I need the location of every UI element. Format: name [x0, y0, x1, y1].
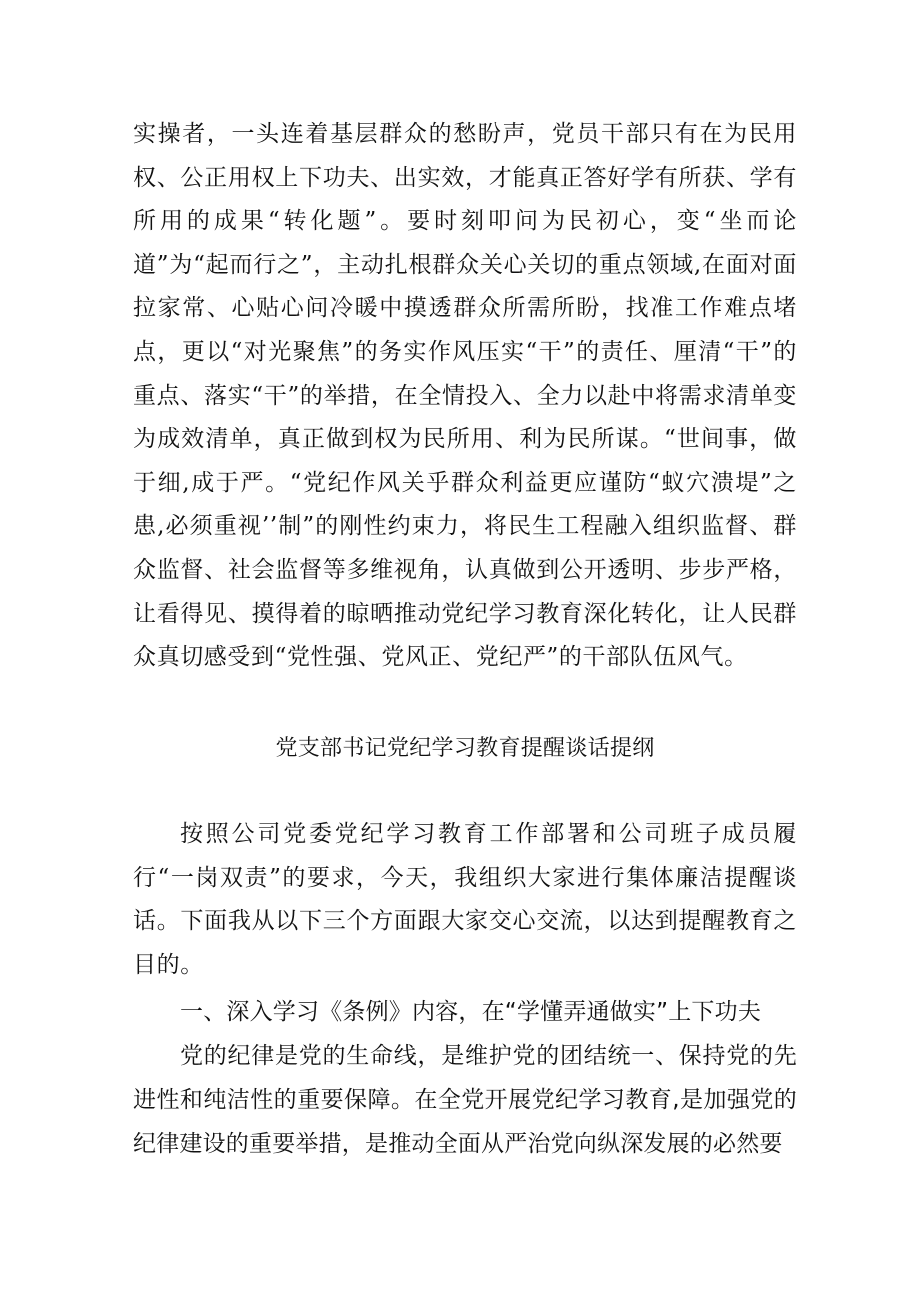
document-title: 党支部书记党纪学习教育提醒谈话提纲 [275, 736, 655, 761]
section-heading-1: 一、深入学习《条例》内容，在“学懂弄通做实”上下功夫 [180, 999, 762, 1025]
intro-paragraph: 按照公司党委党纪学习教育工作部署和公司班子成员履行“一岗双责”的要求，今天，我组织大家进行集体廉洁提醒谈话。下面我从以下三个方面跟大家交心交流，以达到提醒教育之目的。 [133, 821, 797, 978]
body-paragraph-continuation: 实操者，一头连着基层群众的愁盼声，党员干部只有在为民用权、公正用权上下功夫、出实效，才能真正答好学有所获、学有所用的成果“转化题”。要时刻叩问为民初心，变“坐而论道”为“起而行之”，主动扎根群众关心关切的重点领域,在面对面拉家常、心贴心问冷暖中摸透群众所需所盼，找准工作难点堵点，更以“对光聚焦”的务实作风压实“干”的责任、厘清“干”的重点、落实“干”的举措，在全情投入、全力以赴中将需求清单变为成效清单，真正做到权为民所用、利为民所谋。“世间事，做于细,成于严。“党纪作风关乎群众利益更应谨防“蚁穴溃堤”之患,必须重视’’制”的刚性约束力，将民生工程融入组织监督、群众监督、社会监督等多维视角，认真做到公开透明、步步严格，让看得见、摸得着的晾晒推动党纪学习教育深化转化，让人民群众真切感受到“党性强、党风正、党纪严”的干部队伍风气。 [133, 121, 797, 671]
section-1-paragraph: 党的纪律是党的生命线，是维护党的团结统一、保持党的先进性和纯洁性的重要保障。在全党开展党纪学习教育,是加强党的纪律建设的重要举措，是推动全面从严治党向纵深发展的必然要 [133, 1043, 797, 1157]
